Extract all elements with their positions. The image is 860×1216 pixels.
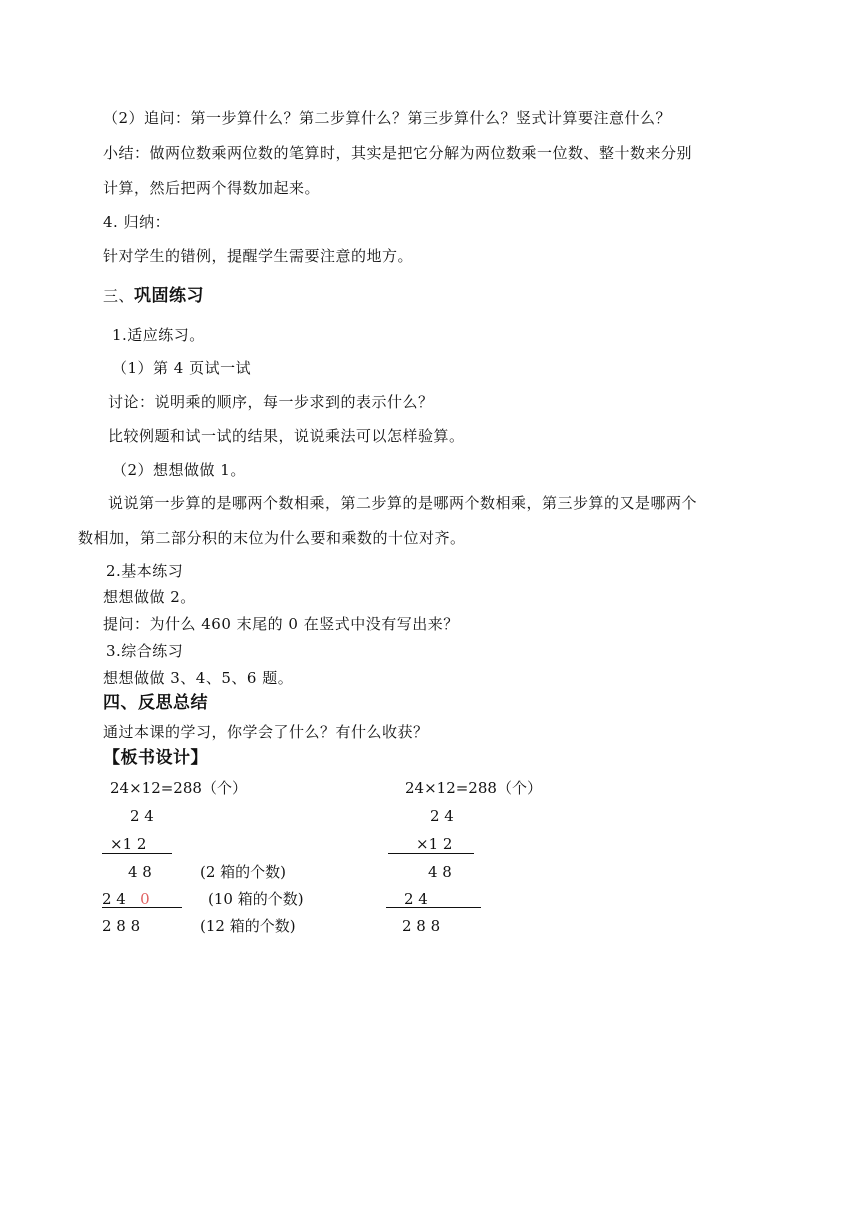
text-line: 提问：为什么 460 末尾的 0 在竖式中没有写出来？ — [103, 615, 459, 633]
board-multiplier: ×1 2 — [110, 835, 147, 853]
board-rule — [386, 907, 481, 908]
section-heading: 四、反思总结 — [103, 693, 208, 713]
board-partial-2: 2 4 — [404, 890, 428, 908]
text-line: 4. 归纳： — [103, 213, 171, 231]
text-line: （2）想想做做 1。 — [112, 461, 246, 479]
text-line: 3.综合练习 — [106, 642, 184, 660]
text-line: 数相加，第二部分积的末位为什么要和乘数的十位对齐。 — [78, 529, 466, 547]
text-line: 针对学生的错例，提醒学生需要注意的地方。 — [103, 247, 414, 265]
board-multiplicand: 2 4 — [130, 807, 154, 825]
text-line: 比较例题和试一试的结果，说说乘法可以怎样验算。 — [108, 427, 465, 445]
board-rule — [102, 853, 172, 854]
section-heading-prefix: 三、 — [103, 287, 135, 305]
board-design-heading: 【板书设计】 — [103, 748, 208, 768]
text-line: 小结：做两位数乘两位数的笔算时，其实是把它分解为两位数乘一位数、整十数来分别 — [103, 144, 693, 162]
board-note: (2 箱的个数) — [200, 863, 287, 881]
text-line: （1）第 4 页试一试 — [112, 359, 252, 377]
text-line: 通过本课的学习，你学会了什么？有什么收获？ — [103, 723, 429, 741]
board-product: 2 8 8 — [102, 917, 141, 935]
board-rule — [388, 853, 474, 854]
section-heading-text: 巩固练习 — [134, 286, 205, 306]
board-equation: 24×12=288（个） — [405, 779, 542, 797]
board-multiplicand: 2 4 — [430, 807, 454, 825]
board-note: (12 箱的个数) — [200, 917, 296, 935]
board-partial-1: 4 8 — [428, 863, 452, 881]
text-line: 计算，然后把两个得数加起来。 — [103, 179, 321, 197]
text-line: 2.基本练习 — [106, 562, 184, 580]
text-line: 想想做做 2。 — [103, 588, 196, 606]
text-line: （2）追问：第一步算什么？第二步算什么？第三步算什么？竖式计算要注意什么？ — [103, 109, 672, 127]
board-partial-2: 2 4 0 — [102, 890, 150, 908]
board-multiplier: ×1 2 — [416, 835, 453, 853]
text-line: 想想做做 3、4、5、6 题。 — [103, 669, 294, 687]
text-line: 说说第一步算的是哪两个数相乘，第二步算的是哪两个数相乘，第三步算的又是哪两个 — [108, 494, 698, 512]
text-line: 1.适应练习。 — [112, 326, 205, 344]
board-zero: 0 — [140, 890, 150, 908]
board-product: 2 8 8 — [402, 917, 441, 935]
section-heading — [103, 286, 204, 306]
text-line: 讨论：说明乘的顺序，每一步求到的表示什么？ — [108, 393, 434, 411]
board-equation: 24×12=288（个） — [110, 779, 247, 797]
board-partial-1: 4 8 — [128, 863, 152, 881]
board-note: (10 箱的个数) — [208, 890, 304, 908]
board-rule — [102, 907, 182, 908]
